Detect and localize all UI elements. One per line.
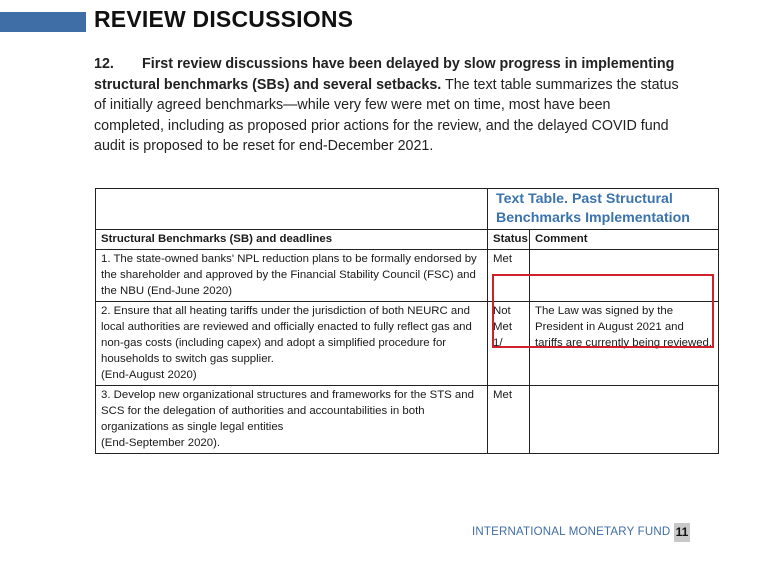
paragraph-number: 12.	[94, 56, 114, 72]
table-row	[96, 386, 719, 454]
table-title: Text Table. Past Structural Benchmarks Implementation	[488, 189, 719, 230]
status-cell: Met	[488, 250, 530, 302]
section-heading: REVIEW DISCUSSIONS	[94, 6, 354, 32]
benchmark-cell: 1. The state-owned banks' NPL reduction plans to be formally endorsed by the shareholder and approved by the Financial Stability Council (FSC) and the NBU (End-June 2020)	[96, 250, 488, 302]
header-comment: Comment	[530, 230, 719, 250]
paragraph-12	[94, 54, 684, 157]
structural-benchmarks-table	[95, 188, 719, 454]
benchmark-text: 2. Ensure that all heating tariffs under the jurisdiction of both NEURC and local authorities are reviewed and officially enacted to fully reflect gas and non-gas costs (including capex) and adopt a simplified procedure for households to switch gas supplier.	[101, 305, 472, 365]
heading-accent-bar	[0, 12, 86, 32]
comment-cell	[530, 250, 719, 302]
page-number: 11	[674, 523, 690, 542]
benchmark-deadline: (End-September 2020).	[101, 437, 221, 449]
table-title-row	[96, 189, 719, 230]
comment-cell: The Law was signed by the President in August 2021 and tariffs are currently being reviewed.	[530, 302, 719, 386]
paragraph-lead: First review discussions have been delayed by slow progress in implementing structural benchmarks (SBs) and several setbacks.	[94, 56, 675, 93]
status-cell: Not Met 1/	[488, 302, 530, 386]
table-row	[96, 250, 719, 302]
table-row	[96, 302, 719, 386]
table-header-row	[96, 230, 719, 250]
header-benchmark: Structural Benchmarks (SB) and deadlines	[96, 230, 488, 250]
benchmark-text: 3. Develop new organizational structures and frameworks for the STS and SCS for the delegation of authorities and accountabilities in both organizations as single legal entities	[101, 389, 474, 433]
table-title-spacer	[96, 189, 488, 230]
status-cell: Met	[488, 386, 530, 454]
benchmark-cell	[96, 302, 488, 386]
footer-organization: INTERNATIONAL MONETARY FUND	[472, 526, 671, 538]
comment-cell	[530, 386, 719, 454]
benchmark-deadline: (End-August 2020)	[101, 369, 197, 381]
benchmark-cell	[96, 386, 488, 454]
paragraph-body: The text table summarizes the status of initially agreed benchmarks—while very few were met on time, most have been completed, including as proposed prior actions for the review, and the delayed COVID fund audit is proposed to be reset for end-December 2021.	[94, 76, 679, 154]
header-status: Status	[488, 230, 530, 250]
